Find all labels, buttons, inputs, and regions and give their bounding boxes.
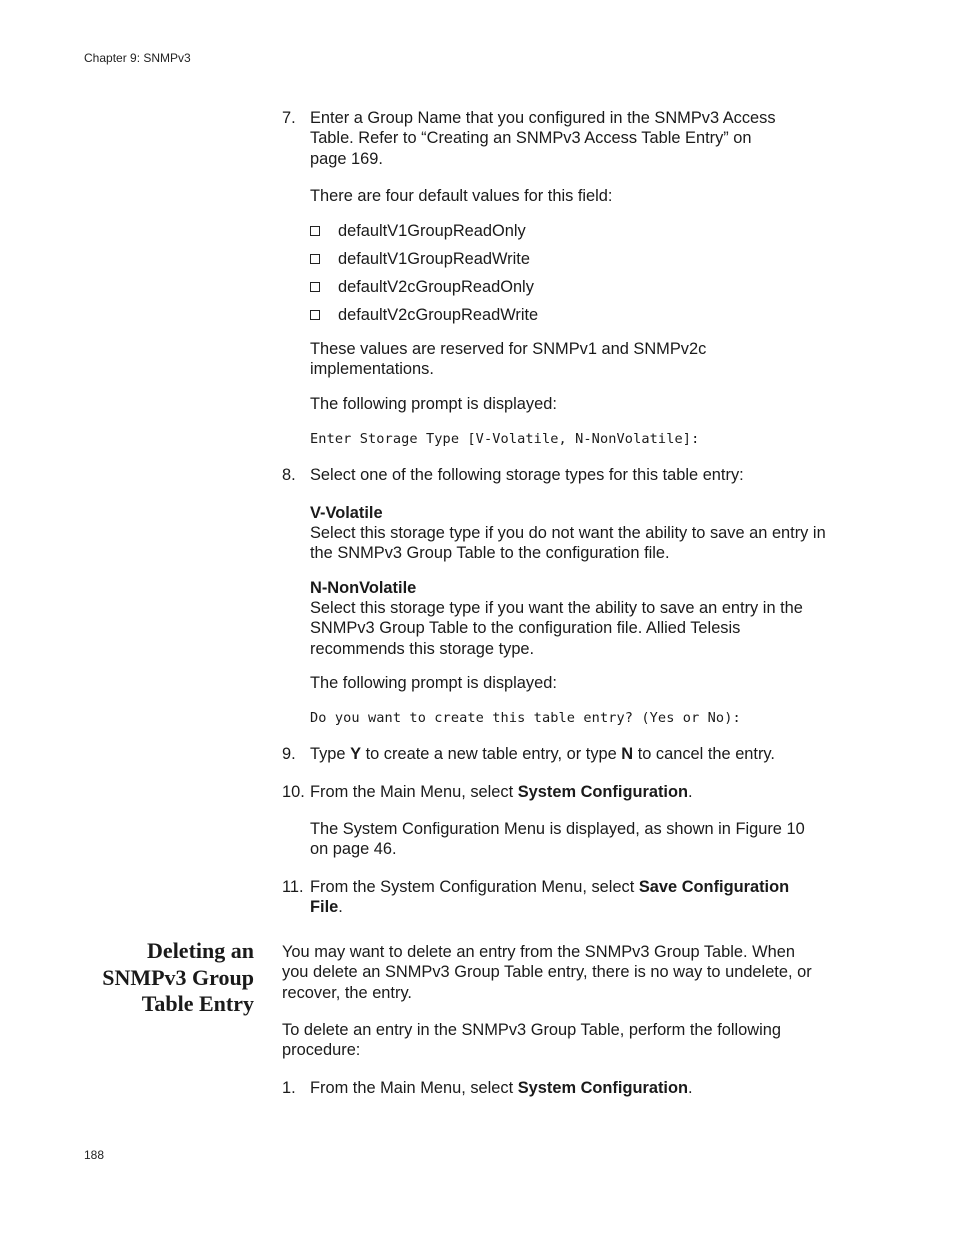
section-heading <box>84 938 254 1018</box>
step-10-note <box>310 819 805 860</box>
section-step-1-part-1: From the Main Menu, select <box>310 1079 518 1097</box>
step-11-part-2: . <box>338 898 343 917</box>
step-9-number: 9. <box>282 745 296 763</box>
menu-save-configuration: Save Configuration <box>638 878 790 896</box>
nonvolatile-description <box>310 598 803 659</box>
menu-file: File <box>310 898 339 917</box>
create-entry-prompt-code: Do you want to create this table entry? (Yes or No): <box>310 710 741 726</box>
step-11-text <box>310 877 789 918</box>
step-7-text <box>310 108 776 169</box>
section-heading-line-1: Deleting an <box>147 938 254 963</box>
prompt-intro: The following prompt is displayed: <box>310 674 557 692</box>
step-11-part-1: From the System Configuration Menu, select <box>310 878 639 896</box>
nonvolatile-line-1: Select this storage type if you want the ability to save an entry in the <box>310 599 803 617</box>
step-10-note-line-2: on page 46. <box>310 840 397 859</box>
step-10-part-1: From the Main Menu, select <box>310 783 518 801</box>
volatile-title: V-Volatile <box>310 504 383 522</box>
section-step-1-text <box>310 1078 693 1098</box>
nonvolatile-line-2: SNMPv3 Group Table to the configuration file. Allied Telesis <box>310 619 741 638</box>
key-y: Y <box>350 745 362 763</box>
page-number: 188 <box>84 1148 105 1162</box>
step-8-number: 8. <box>282 466 296 484</box>
step-10-text <box>310 782 693 802</box>
default-value-item: defaultV2cGroupReadWrite <box>338 306 539 324</box>
step-8-text: Select one of the following storage types for this table entry: <box>310 466 744 484</box>
section-para-2-line-1: To delete an entry in the SNMPv3 Group Table, perform the following <box>282 1021 781 1039</box>
running-header: Chapter 9: SNMPv3 <box>84 51 191 65</box>
checkbox-bullet-icon <box>310 226 320 236</box>
nonvolatile-title: N-NonVolatile <box>310 579 417 597</box>
storage-type-prompt-code: Enter Storage Type [V-Volatile, N-NonVolatile]: <box>310 431 700 447</box>
default-value-item: defaultV2cGroupReadOnly <box>338 278 534 296</box>
volatile-line-1: Select this storage type if you do not want the ability to save an entry in <box>310 524 826 542</box>
menu-system-configuration: System Configuration <box>517 783 688 801</box>
step-9-part-2: to create a new table entry, or type <box>361 745 622 763</box>
default-value-item: defaultV1GroupReadOnly <box>338 222 526 240</box>
checkbox-bullet-icon <box>310 310 320 320</box>
section-para-2-line-2: procedure: <box>282 1041 361 1060</box>
step-7-number: 7. <box>282 109 296 127</box>
volatile-description <box>310 523 826 564</box>
step-11-number: 11. <box>282 878 304 896</box>
section-step-1-number: 1. <box>282 1079 296 1097</box>
section-paragraph-2 <box>282 1020 781 1061</box>
step-7-line-1: Enter a Group Name that you configured in the SNMPv3 Access <box>310 109 776 127</box>
step-10-number: 10. <box>282 783 305 801</box>
prompt-intro: The following prompt is displayed: <box>310 395 557 413</box>
key-n: N <box>621 745 634 763</box>
nonvolatile-line-3: recommends this storage type. <box>310 639 535 658</box>
section-para-1-line-1: You may want to delete an entry from the SNMPv3 Group Table. When <box>282 943 795 961</box>
step-9-text <box>310 744 775 764</box>
section-heading-line-2: SNMPv3 Group <box>102 964 254 990</box>
step-10-part-2: . <box>688 783 693 801</box>
section-para-1-line-2: you delete an SNMPv3 Group Table entry, there is no way to undelete, or <box>282 963 812 982</box>
defaults-intro: There are four default values for this field: <box>310 187 613 205</box>
checkbox-bullet-icon <box>310 282 320 292</box>
section-para-1-line-3: recover, the entry. <box>282 983 412 1002</box>
section-paragraph-1 <box>282 942 812 1003</box>
default-value-item: defaultV1GroupReadWrite <box>338 250 530 268</box>
step-7-line-2: Table. Refer to “Creating an SNMPv3 Access Table Entry” on <box>310 129 752 148</box>
checkbox-bullet-icon <box>310 254 320 264</box>
step-9-part-1: Type <box>310 745 351 763</box>
step-9-part-3: to cancel the entry. <box>633 745 775 763</box>
reserved-note-line-2: implementations. <box>310 360 434 379</box>
step-10-note-line-1: The System Configuration Menu is displayed, as shown in Figure 10 <box>310 820 805 838</box>
menu-system-configuration: System Configuration <box>517 1079 688 1097</box>
reserved-note-line-1: These values are reserved for SNMPv1 and SNMPv2c <box>310 340 707 358</box>
section-heading-line-3: Table Entry <box>141 991 254 1016</box>
reserved-note <box>310 339 706 380</box>
volatile-line-2: the SNMPv3 Group Table to the configuration file. <box>310 544 670 563</box>
step-7-line-3: page 169. <box>310 149 383 168</box>
section-step-1-part-2: . <box>688 1079 693 1097</box>
